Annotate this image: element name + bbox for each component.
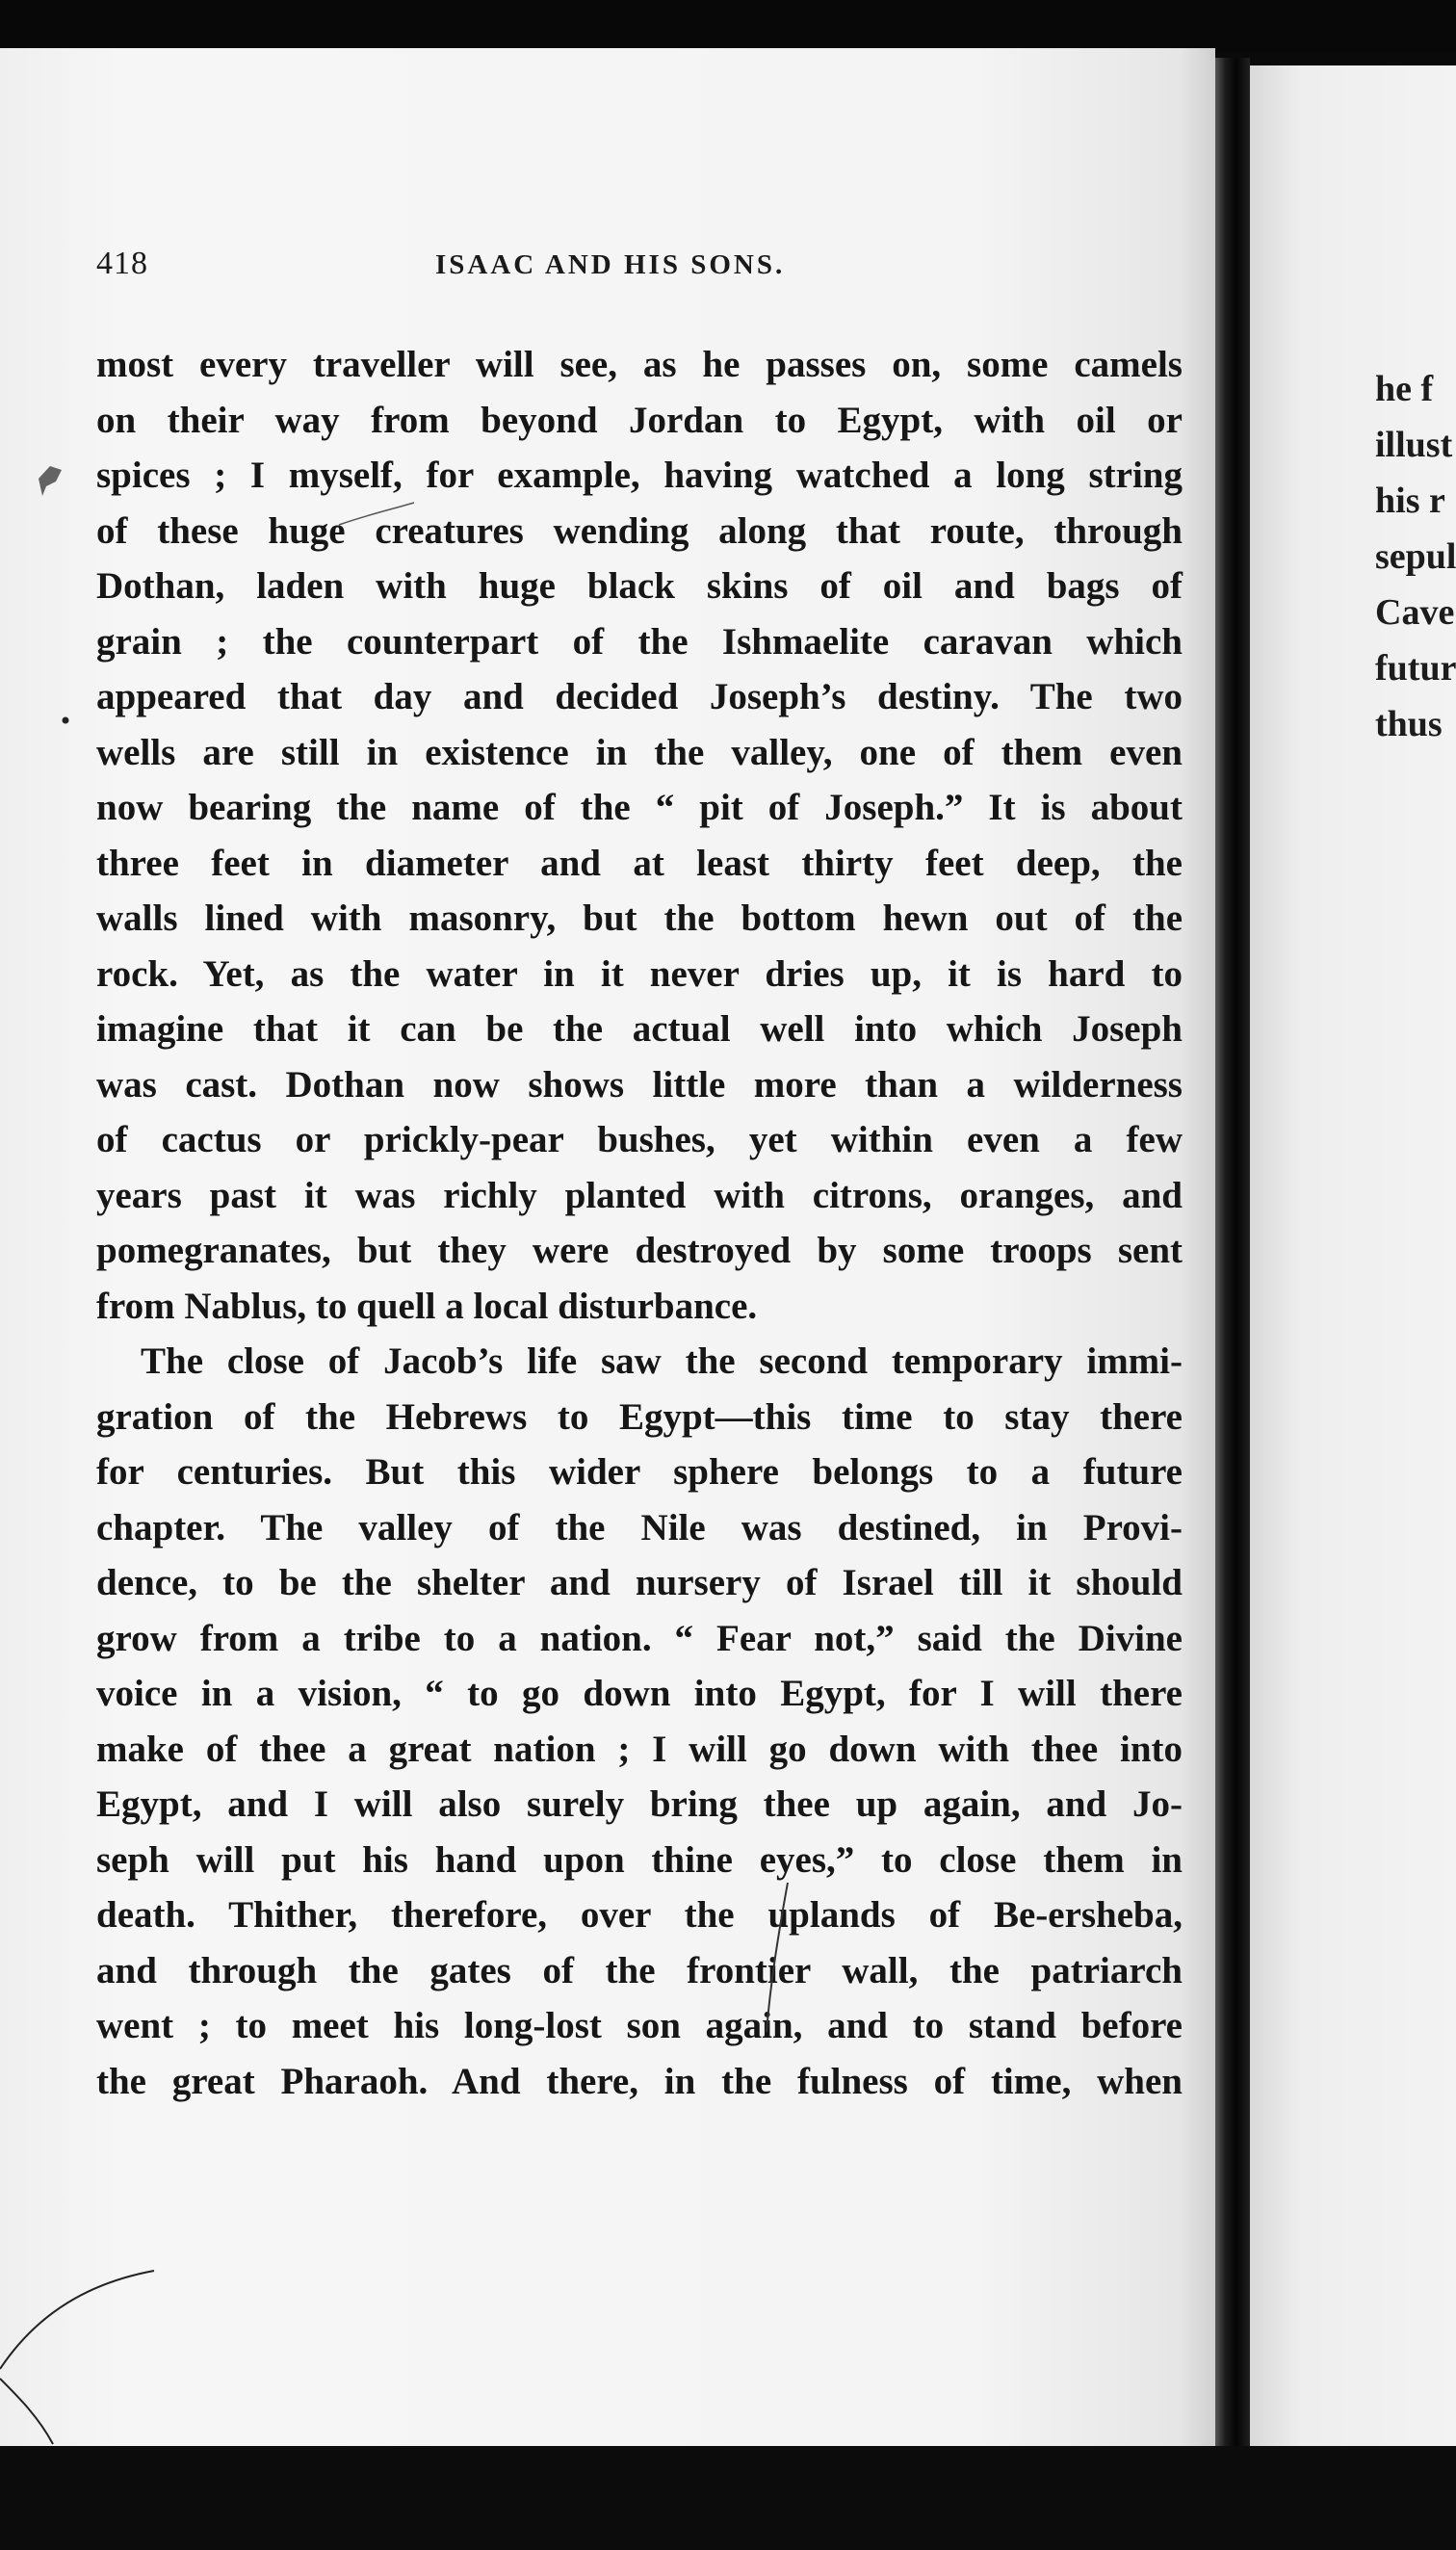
paragraph-end-line: from Nablus, to quell a local disturbance. xyxy=(96,1285,758,1327)
book-gutter xyxy=(1215,58,1250,2456)
text-line: Dothan, laden with huge black skins of oil and bags of xyxy=(96,565,1183,607)
running-head xyxy=(0,246,1215,284)
text-line: most every traveller will see, as he passes on, some camels xyxy=(96,344,1183,385)
text-line: seph will put his hand upon thine eyes,” to close them in xyxy=(96,1838,1183,1881)
page-number: 418 xyxy=(96,246,148,281)
text-line: on their way from beyond Jordan to Egypt, with oil or xyxy=(96,399,1183,441)
paragraph-start-line: The close of Jacob’s life saw the second temporary immi- xyxy=(141,1340,1183,1382)
text-line: Egypt, and I will also surely bring thee up again, and Jo- xyxy=(96,1783,1183,1825)
scan-top-border xyxy=(0,0,1456,53)
facing-page-line: his r xyxy=(1375,481,1445,521)
text-line: now bearing the name of the “ pit of Joseph.” It is about xyxy=(96,787,1183,828)
text-line: grain ; the counterpart of the Ishmaelite caravan which xyxy=(96,620,1183,663)
text-line: appeared that day and decided Joseph’s destiny. The two xyxy=(96,676,1183,717)
facing-page-line: illust xyxy=(1375,425,1453,465)
text-line: rock. Yet, as the water in it never dries up, it is hard to xyxy=(96,952,1183,995)
text-line: voice in a vision, “ to go down into Egypt, for I will there xyxy=(96,1673,1183,1714)
facing-page-line: Cave xyxy=(1375,592,1455,633)
text-line: the great Pharaoh. And there, in the fulness of time, when xyxy=(96,2060,1183,2102)
text-line: was cast. Dothan now shows little more than a wilderness xyxy=(96,1063,1183,1106)
text-line: chapter. The valley of the Nile was destined, in Provi- xyxy=(96,1506,1183,1548)
body-text xyxy=(96,337,1183,2109)
facing-page-line: futur xyxy=(1375,648,1456,689)
text-line: walls lined with masonry, but the bottom hewn out of the xyxy=(96,898,1183,939)
text-line: gration of the Hebrews to Egypt—this time to stay there xyxy=(96,1395,1183,1438)
text-line: grow from a tribe to a nation. “ Fear not,” said the Divine xyxy=(96,1617,1183,1659)
facing-page-line: thus xyxy=(1375,704,1443,744)
text-line: and through the gates of the frontier wall, the patriarch xyxy=(96,1949,1183,1991)
text-line: of these huge creatures wending along that route, through xyxy=(96,509,1183,552)
text-line: went ; to meet his long-lost son again, and to stand before xyxy=(96,2005,1183,2046)
facing-page-line: he f xyxy=(1375,369,1434,409)
text-line: for centuries. But this wider sphere belongs to a future xyxy=(96,1451,1183,1493)
text-line: wells are still in existence in the valley, one of them even xyxy=(96,731,1183,773)
text-line: spices ; I myself, for example, having watched a long string xyxy=(96,455,1183,496)
text-line: of cactus or prickly-pear bushes, yet within even a few xyxy=(96,1119,1183,1160)
text-line: make of thee a great nation ; I will go down with thee into xyxy=(96,1728,1183,1770)
text-line: three feet in diameter and at least thirty feet deep, the xyxy=(96,842,1183,884)
text-line: dence, to be the shelter and nursery of Israel till it should xyxy=(96,1562,1183,1603)
facing-page-text xyxy=(1375,361,1456,752)
scan-bottom-border xyxy=(0,2446,1456,2550)
facing-page-line: sepul xyxy=(1375,536,1456,577)
text-line: death. Thither, therefore, over the uplands of Be-ersheba, xyxy=(96,1894,1183,1936)
text-line: imagine that it can be the actual well into which Joseph xyxy=(96,1008,1183,1050)
text-line: pomegranates, but they were destroyed by some troops sent xyxy=(96,1230,1183,1271)
text-line: years past it was richly planted with citrons, oranges, and xyxy=(96,1174,1183,1216)
running-title: ISAAC AND HIS SONS. xyxy=(435,249,786,280)
